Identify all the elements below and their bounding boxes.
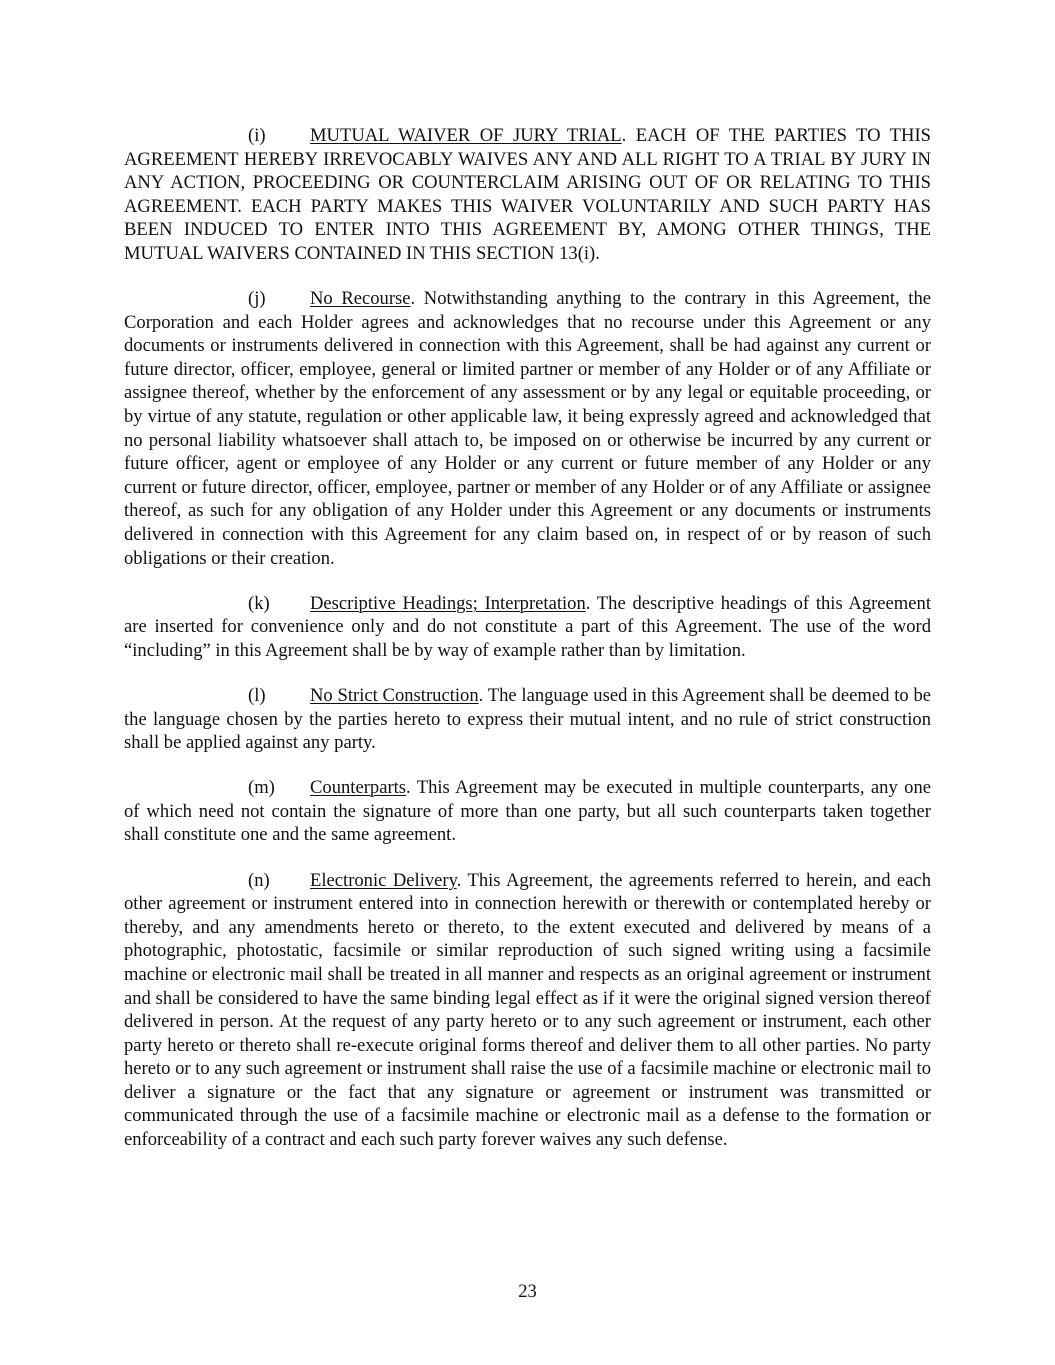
section-m (124, 776, 931, 847)
section-text: . EACH OF THE PARTIES TO THIS AGREEMENT HEREBY IRREVOCABLY WAIVES ANY AND ALL RIGHT TO A TRIAL BY JURY IN ANY ACTION, PROCEEDING OR COUNTERCLAIM ARISING OUT OF OR RELATING TO THIS AGREEMENT. EACH PARTY MAKES THIS WAIVER VOLUNTARILY AND SUCH PARTY HAS BEEN INDUCED TO ENTER INTO THIS AGREEMENT BY, AMONG OTHER THINGS, THE MUTUAL WAIVERS CONTAINED IN THIS SECTION 13(i). (124, 125, 932, 264)
section-heading: Descriptive Headings; Interpretation (310, 592, 586, 614)
section-label: (l) (248, 684, 266, 706)
section-j (124, 287, 931, 570)
section-text: . The descriptive headings of this Agreement are inserted for convenience only and do not constitute a part of this Agreement. The use of the word “including” in this Agreement shall be by way of example rather than by limitation. (124, 592, 931, 661)
section-text: . This Agreement may be executed in multiple counterparts, any one of which need not contain the signature of more than one party, but all such counterparts taken together shall constitute one and the same agreement. (124, 777, 931, 846)
section-heading: No Recourse (310, 288, 411, 310)
section-label: (k) (248, 592, 270, 614)
section-text: . Notwithstanding anything to the contrary in this Agreement, the Corporation and each Holder agrees and acknowledges that no recourse under this Agreement or any documents or instruments delivered in connection with this Agreement, shall be had against any current or future director, officer, employee, general or limited partner or member of any Holder or of any Affiliate or assignee thereof, whether by the enforcement of any assessment or by any legal or equitable proceeding, or by virtue of any statute, regulation or other applicable law, it being expressly agreed and acknowledged that no personal liability whatsoever shall attach to, be imposed on or otherwise be incurred by any current or future officer, agent or employee of any Holder or any current or future member of any Holder or any current or future director, officer, employee, partner or member of any Holder or of any Affiliate or assignee thereof, as such for any obligation of any Holder under this Agreement or any documents or instruments delivered in connection with this Agreement for any claim based on, in respect of or by reason of such obligations or their creation. (124, 288, 931, 569)
section-l (124, 684, 931, 755)
section-text: . This Agreement, the agreements referred to herein, and each other agreement or instrument entered into in connection herewith or therewith or contemplated hereby or thereby, and any amendments hereto or thereto, to the extent executed and delivered by means of a photographic, photostatic, facsimile or similar reproduction of such signed writing using a facsimile machine or electronic mail shall be treated in all manner and respects as an original agreement or instrument and shall be considered to have the same binding legal effect as if it were the original signed version thereof delivered in person. At the request of any party hereto or to any such agreement or instrument, each other party hereto or thereto shall re-execute original forms thereof and deliver them to all other parties. No party hereto or to any such agreement or instrument shall raise the use of a facsimile machine or electronic mail to deliver a signature or the fact that any signature or agreement or instrument was transmitted or communicated through the use of a facsimile machine or electronic mail as a defense to the formation or enforceability of a contract and each such party forever waives any such defense. (124, 869, 931, 1151)
section-n (124, 869, 931, 1152)
page-number: 23 (518, 1281, 537, 1302)
section-k (124, 592, 931, 663)
section-label: (i) (248, 125, 266, 146)
section-text: . The language used in this Agreement shall be deemed to be the language chosen by the parties hereto to express their mutual intent, and no rule of strict construction shall be applied against any party. (124, 684, 931, 754)
section-heading: No Strict Construction (310, 684, 479, 706)
section-label: (j) (248, 288, 266, 310)
section-label: (n) (248, 869, 270, 891)
section-heading: MUTUAL WAIVER OF JURY TRIAL (310, 125, 622, 146)
section-heading: Electronic Delivery (310, 869, 457, 891)
section-heading: Counterparts (310, 777, 407, 799)
document-body (124, 124, 931, 1173)
section-label: (m) (248, 777, 275, 799)
section-i (124, 124, 931, 266)
